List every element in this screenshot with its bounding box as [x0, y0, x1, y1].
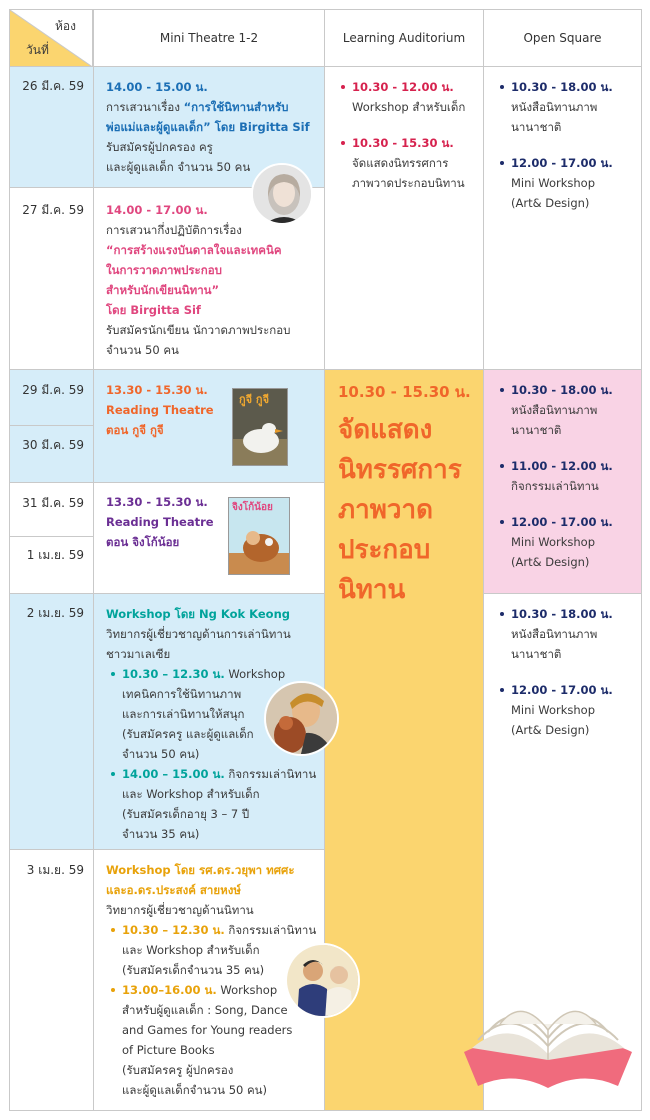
mini-e5-b1-l3: และการเล่านิทานให้สนุก [122, 707, 245, 721]
open-p1-l2: นานาชาติ [511, 423, 562, 437]
room-label: ห้อง [55, 19, 76, 33]
mini-e2-line1: การเสวนากึ่งปฏิบัติการเรื่อง [106, 223, 242, 237]
mini-e5-b2-l3: (รับสมัครเด็กอายุ 3 – 7 ปี [122, 807, 250, 821]
learning-big-l4: ประกอบ [338, 535, 431, 565]
date-29: 29 มี.ค. 59 [22, 383, 84, 397]
date-27: 27 มี.ค. 59 [22, 203, 84, 217]
mini-e5-title: Workshop โดย Ng Kok Keong [106, 607, 290, 621]
mini-e1-l1b: “การใช้นิทานสำหรับ [183, 100, 289, 114]
open-o1-time: 10.30 - 18.00 น. [511, 80, 613, 94]
date-30: 30 มี.ค. 59 [22, 438, 84, 452]
open-p2-time: 11.00 - 12.00 น. [511, 459, 613, 473]
open-q2-time: 12.00 - 17.00 น. [511, 683, 613, 697]
mini-e6-title1: Workshop โดย รศ.ดร.วยุพา ทศศะ [106, 863, 295, 877]
learning-big-l5: นิทาน [338, 575, 406, 605]
open-p3-l2: (Art& Design) [511, 555, 590, 569]
mini-e5-b2-l2: และ Workshop สำหรับเด็ก [122, 787, 260, 801]
open-p1-time: 10.30 - 18.00 น. [511, 383, 613, 397]
mini-e1-line2: พ่อแม่และผู้ดูแลเด็ก” โดย Birgitta Sif [106, 120, 310, 134]
mini-e3-line2: ตอน กูจี กูจี [106, 423, 164, 437]
open-item-1 [497, 77, 637, 137]
col-header-learning-label: Learning Auditorium [342, 31, 466, 45]
open-book-icon [458, 990, 638, 1090]
mini-e2-line4: สำหรับนักเขียนนิทาน” [106, 283, 220, 297]
mini-e1-l1a: การเสวนาเรื่อง [106, 100, 184, 114]
mini-e6-b1-l1: กิจกรรมเล่านิทาน [224, 923, 317, 937]
mini-e4-line1: Reading Theatre [106, 515, 214, 529]
col-header-mini-theatre [93, 9, 325, 67]
mini-e6-title2: และอ.ดร.ประสงค์ สายหงษ์ [106, 883, 241, 897]
date-3apr: 3 เม.ย. 59 [26, 863, 84, 877]
mini-e4-time: 13.30 - 15.30 น. [106, 495, 208, 509]
open-o1-l2: นานาชาติ [511, 120, 562, 134]
mini-e6-b1-l3: (รับสมัครเด็กจำนวน 35 คน) [122, 963, 265, 977]
learning-big-l3: ภาพวาด [338, 495, 433, 525]
open-o1-l1: หนังสือนิทานภาพ [511, 100, 598, 114]
mini-e6-b2-l6: และผู้ดูแลเด็กจำนวน 50 คน) [122, 1083, 268, 1097]
date-26: 26 มี.ค. 59 [22, 79, 84, 93]
corner-header [9, 9, 93, 67]
mini-e6-b2-l5: (รับสมัครครู ผู้ปกครอง [122, 1063, 234, 1077]
mini-e5-b2-l1: กิจกรรมเล่านิทาน [224, 767, 317, 781]
mini-e5-bullet2 [108, 764, 321, 844]
mini-event-3 [106, 380, 236, 440]
mini-e5-b1-l5: จำนวน 50 คน) [122, 747, 200, 761]
learning-a1-desc: Workshop สำหรับเด็ก [352, 100, 466, 114]
open-item-5 [497, 512, 637, 572]
date-cell-2apr [9, 593, 94, 850]
mini-e6-line1: วิทยากรผู้เชี่ยวชาญด้านนิทาน [106, 903, 254, 917]
learning-a2-l2: ภาพวาดประกอบนิทาน [352, 176, 465, 190]
learning-big-time: 10.30 - 15.30 น. [338, 383, 471, 401]
open-q2-l2: (Art& Design) [511, 723, 590, 737]
col-header-open-label: Open Square [523, 31, 602, 45]
mini-e6-b1-l2: และ Workshop สำหรับเด็ก [122, 943, 260, 957]
mini-e3-line1: Reading Theatre [106, 403, 214, 417]
speaker-photo-workshop-3apr [285, 943, 360, 1018]
open-p3-l1: Mini Workshop [511, 535, 595, 549]
learning-item-1 [338, 77, 480, 117]
mini-e2-line7: จำนวน 50 คน [106, 343, 179, 357]
learning-a1-time: 10.30 - 12.00 น. [352, 80, 454, 94]
mini-e1-line4: และผู้ดูแลเด็ก จำนวน 50 คน [106, 160, 251, 174]
date-cell-3apr [9, 849, 94, 1111]
book-guji-title: กูจี กูจี [239, 393, 270, 406]
open-q1-time: 10.30 - 18.00 น. [511, 607, 613, 621]
mini-e2-line6: รับสมัครนักเขียน นักวาดภาพประกอบ [106, 323, 291, 337]
mini-e5-b1-time: 10.30 – 12.30 น. [122, 667, 225, 681]
open-block-2-3 [497, 604, 637, 740]
mini-event-1 [106, 77, 321, 177]
learning-big-l2: นิทรรศการ [338, 455, 462, 485]
open-q1-l2: นานาชาติ [511, 647, 562, 661]
learning-block-26-27 [338, 77, 480, 193]
mini-e1-time: 14.00 - 15.00 น. [106, 80, 208, 94]
mini-event-2 [106, 200, 321, 360]
open-q1-l1: หนังสือนิทานภาพ [511, 627, 598, 641]
mini-e2-line5: โดย Birgitta Sif [106, 303, 201, 317]
corner-triangle [10, 10, 93, 67]
open-q2-l1: Mini Workshop [511, 703, 595, 717]
learning-exhibition-block [338, 380, 482, 610]
mini-e6-b2-l2: สำหรับผู้ดูแลเด็ก : Song, Dance [122, 1003, 288, 1017]
col-header-learning [324, 9, 484, 67]
mini-e5-b1-l1: Workshop [224, 667, 286, 681]
mini-e6-b2-l1: Workshop [216, 983, 278, 997]
mini-e6-b2-l4: of Picture Books [122, 1043, 215, 1057]
book-cover-guji [232, 388, 288, 466]
speaker-photo-ngkokkeong [264, 681, 339, 756]
open-item-3 [497, 380, 637, 440]
open-o2-time: 12.00 - 17.00 น. [511, 156, 613, 170]
open-p1-l1: หนังสือนิทานภาพ [511, 403, 598, 417]
book-jingko-title: จิงโก้น้อย [232, 502, 273, 513]
open-p2-l1: กิจกรรมเล่านิทาน [511, 479, 599, 493]
open-block-26-27 [497, 77, 637, 213]
col-header-open [483, 9, 642, 67]
mini-e4-line2: ตอน จิงโก้น้อย [106, 535, 180, 549]
mini-e1-line1 [106, 97, 321, 117]
learning-a2-time: 10.30 - 15.30 น. [352, 136, 454, 150]
mini-e2-line3: ในการวาดภาพประกอบ [106, 263, 222, 277]
open-item-4 [497, 456, 637, 496]
date-1apr: 1 เม.ย. 59 [26, 548, 84, 562]
mini-e2-line2: “การสร้างแรงบันดาลใจและเทคนิค [106, 243, 282, 257]
mini-e5-b2-l4: จำนวน 35 คน) [122, 827, 200, 841]
mini-event-4 [106, 492, 236, 552]
learning-item-2 [338, 133, 480, 193]
date-2apr: 2 เม.ย. 59 [26, 606, 84, 620]
book-cover-jingko [228, 497, 290, 575]
open-item-7 [497, 680, 637, 740]
mini-e1-line3: รับสมัครผู้ปกครอง ครู [106, 140, 213, 154]
learning-a2-l1: จัดแสดงนิทรรศการ [352, 156, 449, 170]
mini-e2-time: 14.00 - 17.00 น. [106, 203, 208, 217]
learning-big-l1: จัดแสดง [338, 415, 433, 445]
mini-e5-b2-time: 14.00 – 15.00 น. [122, 767, 225, 781]
mini-e5-line2: ชาวมาเลเซีย [106, 647, 171, 661]
mini-e5-b1-l2: เทคนิคการใช้นิทานภาพ [122, 687, 242, 701]
open-o2-l1: Mini Workshop [511, 176, 595, 190]
open-o2-l2: (Art& Design) [511, 196, 590, 210]
mini-e6-b2-l3: and Games for Young readers [122, 1023, 293, 1037]
date-31: 31 มี.ค. 59 [22, 496, 84, 510]
mini-e5-b1-l4: (รับสมัครครู และผู้ดูแลเด็ก [122, 727, 254, 741]
col-header-mini-label: Mini Theatre 1-2 [159, 31, 259, 45]
open-item-2 [497, 153, 637, 213]
mini-e3-time: 13.30 - 15.30 น. [106, 383, 208, 397]
open-block-29-1 [497, 380, 637, 572]
open-p3-time: 12.00 - 17.00 น. [511, 515, 613, 529]
open-item-6 [497, 604, 637, 664]
mini-e6-b1-time: 10.30 – 12.30 น. [122, 923, 225, 937]
day-label: วันที่ [26, 43, 49, 57]
mini-e5-line1: วิทยากรผู้เชี่ยวชาญด้านการเล่านิทาน [106, 627, 291, 641]
mini-e6-b2-time: 13.00–16.00 น. [122, 983, 217, 997]
